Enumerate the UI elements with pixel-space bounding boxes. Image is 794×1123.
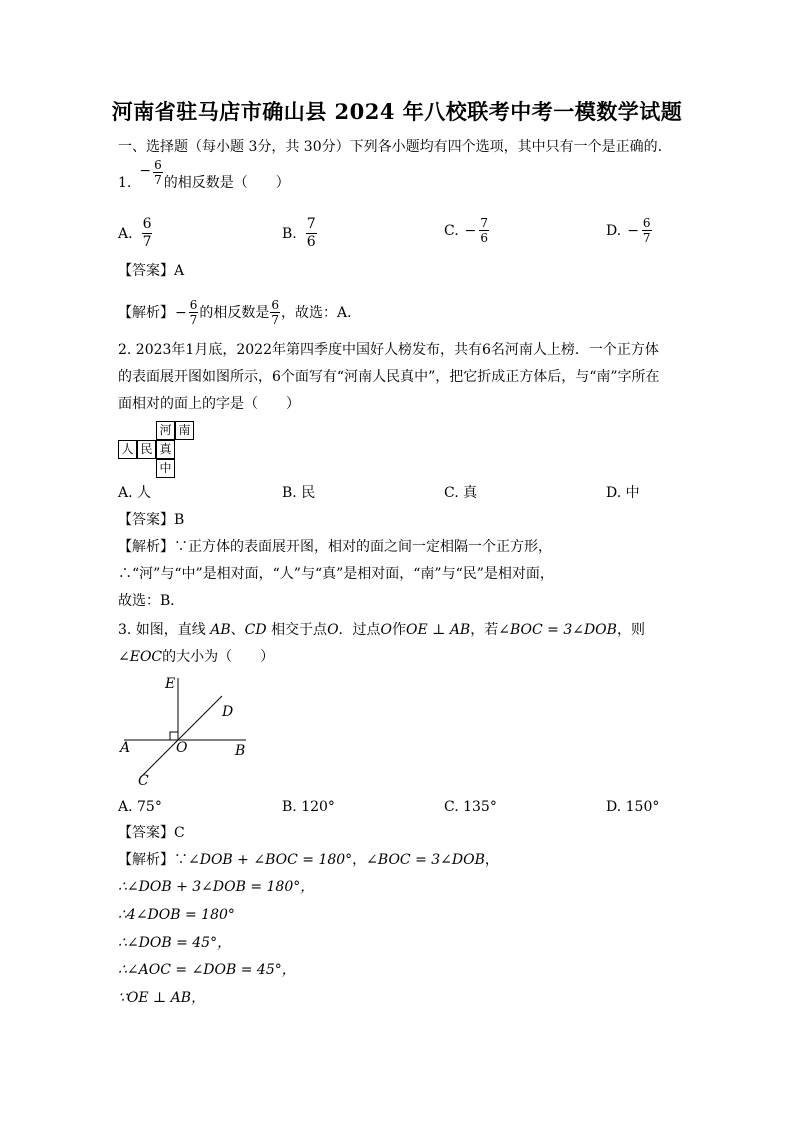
q3-option-a: A. 75° — [118, 799, 162, 815]
q3-option-d: D. 150° — [606, 799, 660, 815]
net-face: 中 — [156, 459, 175, 478]
denominator: 7 — [154, 173, 162, 187]
net-face: 南 — [175, 421, 194, 440]
explanation-text: 的相反数是 — [199, 304, 270, 321]
numerator: 7 — [306, 216, 316, 232]
text: ，则 — [616, 622, 645, 638]
q3-line-2 — [118, 647, 274, 667]
q3-option-b: B. 120° — [282, 799, 335, 815]
q1-option-c — [444, 216, 490, 245]
denominator: 6 — [480, 231, 489, 245]
math: AB — [449, 622, 471, 638]
label-e: E — [165, 676, 176, 692]
net-face: 河 — [156, 421, 175, 440]
numerator: 6 — [642, 216, 651, 230]
option-sign: − — [464, 222, 477, 239]
right-angle-mark — [170, 732, 178, 740]
q2-explanation-1: 【解析】∵正方体的表面展开图，相对的面之间一定相隔一个正方形， — [118, 539, 552, 555]
math: ∠EOC — [118, 649, 163, 665]
numerator: 6 — [271, 298, 280, 312]
math: ∠BOC = 3∠DOB — [498, 622, 617, 638]
option-sign: − — [627, 222, 639, 239]
question-1 — [118, 158, 290, 197]
label-b: B — [235, 743, 246, 759]
q3-line-1 — [118, 620, 645, 640]
label-c: C — [138, 773, 149, 789]
math: ⊥ — [427, 622, 450, 638]
math: CD — [244, 622, 267, 638]
option-label: C. — [444, 222, 459, 239]
q2-option-a: A. 人 — [118, 485, 152, 501]
math: AB — [210, 622, 231, 638]
fraction — [189, 298, 199, 327]
label-d: D — [222, 704, 234, 720]
q1-explanation — [118, 298, 361, 327]
q2-explanation-3: 故选：B． — [118, 593, 185, 609]
denominator: 6 — [306, 234, 316, 250]
math: O — [380, 622, 393, 638]
fraction — [270, 298, 280, 327]
q2-line-3: 面相对的面上的字是（ ） — [118, 396, 300, 412]
q1-option-b — [282, 216, 318, 251]
q2-line-1: 2. 2023年1月底，2022年第四季度中国好人榜发布，共有6名河南人上榜．一个正方体 — [118, 342, 659, 358]
math: ∠DOB + ∠BOC = 180° — [188, 852, 353, 868]
text: 作 — [392, 622, 407, 638]
fraction — [153, 158, 163, 187]
q2-line-2: 的表面展开图如图所示，6个面写有“河南人民真中”，把它折成正方体后，与“南”字所在 — [118, 369, 660, 385]
section-heading: 一、选择题（每小题 3分，共 30分）下列各小题均有四个选项，其中只有一个是正确的. — [118, 139, 663, 155]
option-fraction — [142, 216, 153, 251]
q3-explanation-3: ∴4∠DOB = 180° — [118, 907, 235, 923]
net-face: 人 — [118, 440, 137, 459]
q2-option-c: C. 真 — [444, 485, 478, 501]
denominator: 7 — [142, 234, 152, 250]
minus-sign: − — [139, 162, 152, 179]
q2-explanation-2: ∴“河”与“中”是相对面，“人”与“真”是相对面，“南”与“民”是相对面， — [118, 566, 554, 582]
q2-option-b: B. 民 — [282, 485, 316, 501]
denominator: 7 — [642, 231, 651, 245]
q3-explanation-4: ∴∠DOB = 45°， — [118, 935, 232, 951]
text: 相交于点 — [271, 622, 328, 638]
net-face: 民 — [137, 440, 156, 459]
text: ， — [352, 852, 367, 868]
option-label: A. — [118, 225, 133, 242]
label-a: A — [120, 740, 131, 756]
q3-explanation-2: ∴∠DOB + 3∠DOB = 180°， — [118, 879, 315, 895]
net-face: 真 — [156, 440, 175, 459]
q1-option-d — [606, 216, 653, 245]
text: ， — [484, 852, 499, 868]
question-text: 的相反数是（ ） — [163, 174, 290, 191]
q1-answer: 【答案】A — [118, 263, 185, 279]
page-title: 河南省驻马店市确山县 2024 年八校联考中考一模数学试题 — [111, 99, 683, 124]
numerator: 6 — [154, 158, 162, 172]
q3-option-c: C. 135° — [444, 799, 497, 815]
q3-explanation-1 — [118, 850, 499, 870]
q2-answer: 【答案】B — [118, 512, 185, 528]
math: ∠BOC = 3∠DOB — [366, 852, 485, 868]
text: ．过点 — [338, 622, 381, 638]
text: 【解析】∵ — [118, 852, 188, 868]
denominator: 7 — [271, 313, 280, 327]
text: 、 — [230, 622, 245, 638]
q1-option-a — [118, 216, 153, 251]
option-label: D. — [606, 222, 622, 239]
text: 3. 如图，直线 — [118, 622, 206, 638]
math: OE — [406, 622, 428, 638]
numerator: 6 — [189, 298, 198, 312]
math: O — [327, 622, 339, 638]
numerator: 7 — [480, 216, 489, 230]
line-cd — [140, 696, 222, 778]
option-fraction — [642, 216, 652, 245]
numerator: 6 — [142, 216, 152, 232]
cube-net-figure — [118, 421, 194, 477]
q3-explanation-5: ∴∠AOC = ∠DOB = 45°， — [118, 962, 296, 978]
explanation-label: 【解析】 — [118, 304, 174, 321]
label-o: O — [176, 740, 188, 756]
text: 的大小为（ ） — [162, 649, 275, 665]
q3-answer: 【答案】C — [118, 825, 185, 841]
intersecting-lines-figure — [110, 670, 270, 795]
denominator: 7 — [189, 313, 198, 327]
option-fraction — [306, 216, 317, 251]
q2-option-d: D. 中 — [606, 485, 640, 501]
question-number: 1. — [118, 174, 132, 191]
option-label: B. — [282, 225, 297, 242]
minus-sign: − — [175, 304, 187, 321]
explanation-text: ，故选：A． — [281, 304, 362, 321]
option-fraction — [479, 216, 489, 245]
q3-explanation-6: ∵OE ⊥ AB， — [118, 990, 206, 1006]
text: ，若 — [470, 622, 499, 638]
